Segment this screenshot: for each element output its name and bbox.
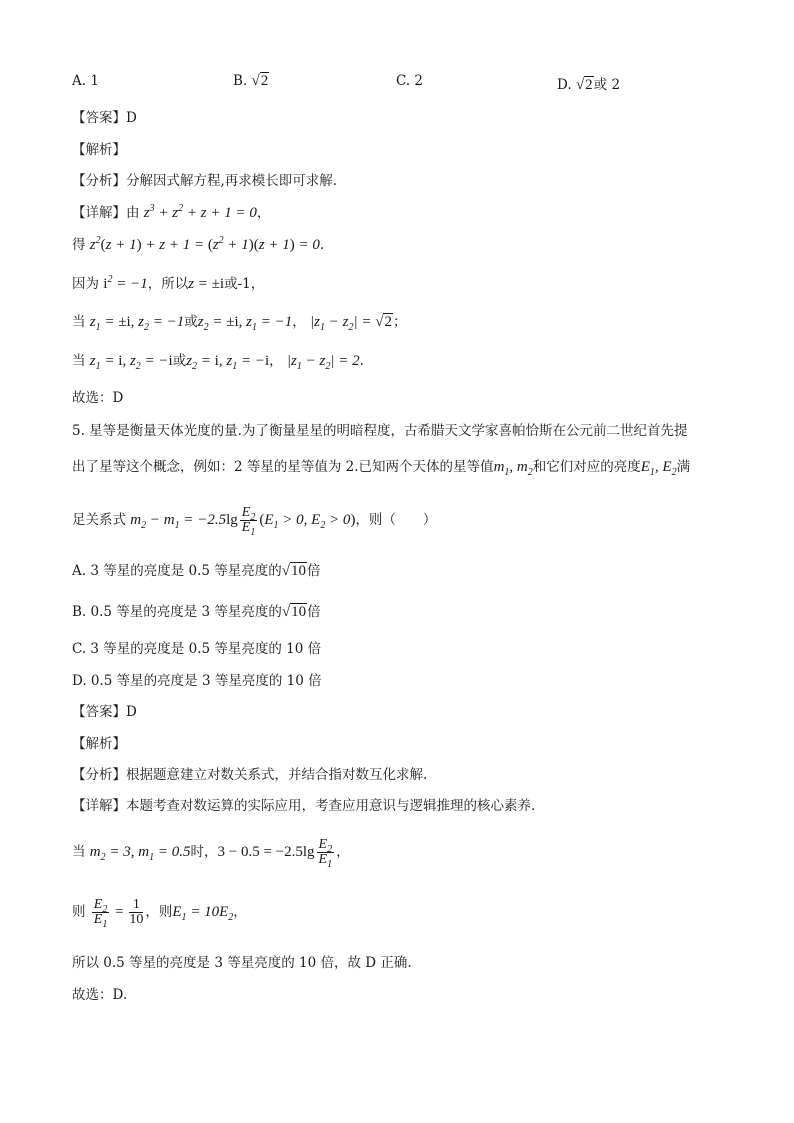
fraction-e2-over-e1: $\frac{E_2}{E_1}$ <box>241 505 256 538</box>
q5-when-line: 当 $m_2 = 3$, $m_1 = 0.5$时，3 − 0.5 = −2.5lg $\frac{E_2}{E_1}$ ， <box>72 837 350 870</box>
q4-case2-line: 当 $z_1 = i$, $z_2 = -i$或$z_2 = i$, $z_1 = -i$， $|z_1 - z_2| = 2$. <box>72 353 364 372</box>
q5-option-d: D. 0.5 等星的亮度是 3 等星亮度的 10 倍 <box>72 673 322 689</box>
sqrt-10-a: √10 <box>281 563 306 579</box>
q5-stem-line2: 出了星等这个概念，例如：2 等星的星等值为 2.已知两个天体的星等值$m_1$, $m_2$和它们对应的亮度$E_1$, $E_2$满 <box>72 459 691 478</box>
q4-fenxi: 【分析】分解因式解方程,再求模长即可求解. <box>72 173 338 189</box>
q5-then-line: 则 $\frac{E_2}{E_1}$ = $\frac{1}{10}$ ，则$E_1 = 10E_2$， <box>72 897 247 930</box>
q4-choice-d-label: D. <box>557 77 572 93</box>
q5-analysis-head: 【解析】 <box>72 736 126 752</box>
sqrt-2-b: √2 <box>251 73 269 89</box>
q5-conclusion: 所以 0.5 等星的亮度是 3 等星亮度的 10 倍，故 D 正确. <box>72 955 412 971</box>
q5-option-a: A. 3 等星的亮度是 0.5 等星亮度的√10倍 <box>72 563 321 579</box>
q5-answer: 【答案】D <box>72 704 137 720</box>
q4-choice-c <box>396 73 423 89</box>
q4-equation: $z^3 + z^2 + z + 1 = 0$ <box>143 203 257 221</box>
fraction-1-over-10: $\frac{1}{10}$ <box>129 897 144 927</box>
sqrt-2-case1: √2 <box>375 314 392 330</box>
q4-case1-line: 当 $z_1 = \pm i$, $z_2 = -1$或$z_2 = \pm i$, $z_1 = -1$， $|z_1 - z_2| = √2$； <box>72 314 407 333</box>
q5-stem-line1: 5. 星等是衡量天体光度的量.为了衡量星星的明暗程度，古希腊天文学家喜帕恰斯在公元前二世纪首先提 <box>72 423 688 439</box>
q4-factored-equation: $z^2(z + 1) + z + 1 = (z^2 + 1)(z + 1) = 0$ <box>89 235 320 253</box>
fraction-e2-over-e1-3: $\frac{E_2}{E_1}$ <box>93 897 108 930</box>
q4-choice-a <box>72 73 99 89</box>
q4-factor-line: 得 $z^2(z + 1) + z + 1 = (z^2 + 1)(z + 1) = 0$. <box>72 235 325 253</box>
sqrt-2-d: √2 <box>575 77 593 93</box>
sqrt-10-b: √10 <box>281 604 307 620</box>
q5-fenxi: 【分析】根据题意建立对数关系式，并结合指对数互化求解. <box>72 767 428 783</box>
q5-option-b: B. 0.5 等星的亮度是 3 等星亮度的√10倍 <box>72 604 321 620</box>
q4-analysis-head: 【解析】 <box>72 142 126 158</box>
q4-choice-b-label: B. <box>233 73 248 89</box>
q4-gu-xuan: 故选：D <box>72 390 124 406</box>
q4-choice-c-label: C. 2 <box>396 73 424 89</box>
fraction-e2-over-e1-2: $\frac{E_2}{E_1}$ <box>318 837 333 870</box>
q4-xiangjie: 【详解】由 $z^3 + z^2 + z + 1 = 0$， <box>72 203 271 221</box>
q4-choice-d: D. √2或 2 <box>557 77 621 93</box>
q5-option-c: C. 3 等星的亮度是 0.5 等星亮度的 10 倍 <box>72 641 322 657</box>
q4-choice-b <box>233 73 269 90</box>
q4-answer: 【答案】D <box>72 110 137 126</box>
q5-stem-line3: 足关系式 $m_2 - m_1 = -2.5\lg$ $\frac{E_2}{E_1}$ ($E_1 > 0$, $E_2 > 0$)，则（ ） <box>72 505 437 538</box>
q4-because-line: 因为 $i^2 = -1$，所以z = ±i或-1， <box>72 274 265 292</box>
q4-choice-a-label: A. 1 <box>72 73 99 89</box>
q5-xiangjie: 【详解】本题考查对数运算的实际应用，考查应用意识与逻辑推理的核心素养. <box>72 798 536 814</box>
q5-gu-xuan: 故选：D. <box>72 987 128 1003</box>
